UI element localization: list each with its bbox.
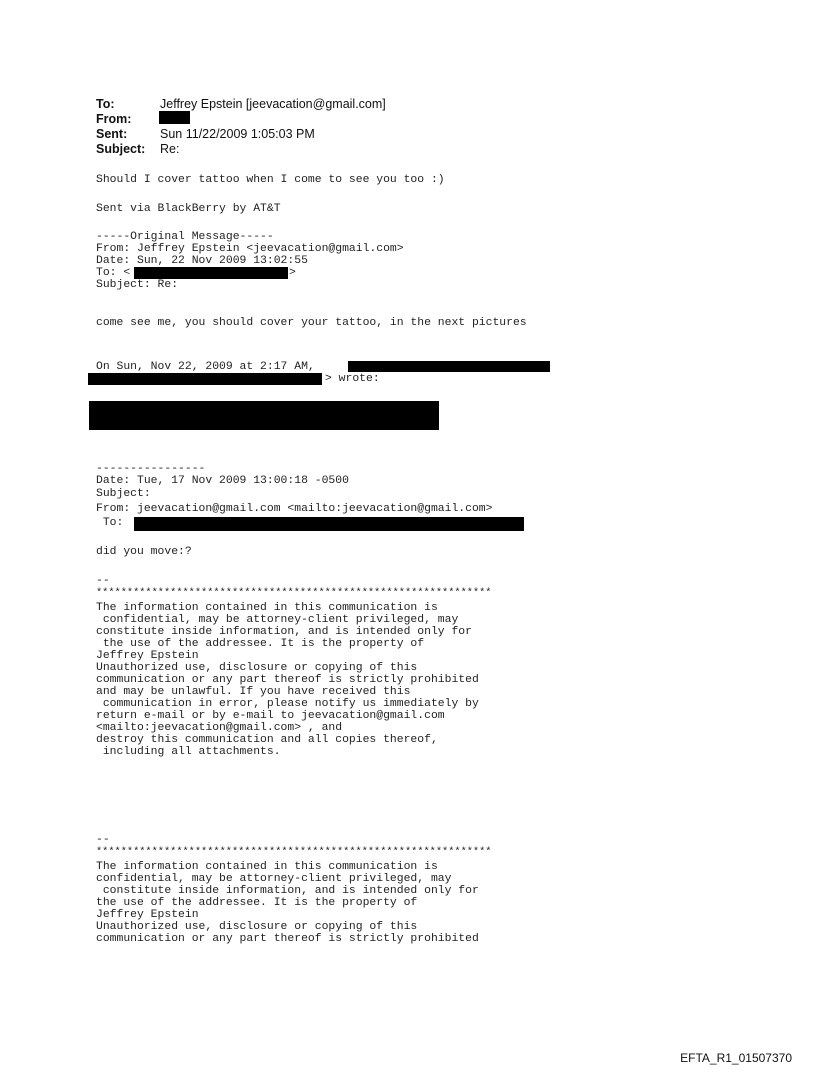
redaction-from <box>159 111 190 124</box>
redaction-quoted-to <box>134 517 524 531</box>
original-from: From: Jeffrey Epstein <jeevacation@gmail.com> <box>96 243 404 255</box>
original-separator: -----Original Message----- <box>96 231 274 243</box>
on-date-line: On Sun, Nov 22, 2009 at 2:17 AM, <box>96 361 315 373</box>
sig-dash-2: -- <box>96 834 110 846</box>
sent-value: Sun 11/22/2009 1:05:03 PM <box>160 127 315 141</box>
original-date: Date: Sun, 22 Nov 2009 13:02:55 <box>96 255 308 267</box>
redaction-quoted-block <box>89 401 439 430</box>
redaction-sender-line2 <box>88 373 322 385</box>
stars-line-2: **************************************************************** <box>96 846 492 858</box>
quoted-to: To: <box>96 517 124 529</box>
sent-label: Sent: <box>96 127 128 141</box>
subject-label: Subject: <box>96 142 146 156</box>
original-text: come see me, you should cover your tattoo, in the next pictures <box>96 317 527 329</box>
document-id: EFTA_R1_01507370 <box>680 1051 792 1065</box>
original-to-close: > <box>289 267 296 279</box>
wrote-text: > wrote: <box>325 373 380 385</box>
to-value: Jeffrey Epstein [jeevacation@gmail.com] <box>160 97 386 111</box>
quoted-date: Date: Tue, 17 Nov 2009 13:00:18 -0500 <box>96 475 349 487</box>
redaction-sender-line1 <box>348 361 550 372</box>
stars-line-1: **************************************************************** <box>96 587 492 599</box>
from-label: From: <box>96 112 132 126</box>
quoted-from: From: jeevacation@gmail.com <mailto:jeevacation@gmail.com> <box>96 503 493 515</box>
original-to-open: To: < <box>96 267 131 279</box>
subject-value: Re: <box>160 142 180 156</box>
quoted-subject: Subject: <box>96 488 151 500</box>
to-label: To: <box>96 97 115 111</box>
redaction-original-to <box>134 267 288 279</box>
disclaimer-1: The information contained in this communication is confidential, may be attorney-client privileged, may constitute inside information, and is intended only for the use of the addressee. It is the property of Jeffrey Epstein Unauthorized use, disclosure or copying of this communication or any part thereof is strictly prohibited and may be unlawful. If you have received this communication in error, please notify us immediately by return e-mail or by e-mail to jeevacation@gmail.com <mailto:jeevacation@gmail.com> , and destroy this communication and all copies thereof, including all attachments. <box>96 602 479 758</box>
reply-text: Should I cover tattoo when I come to see you too :) <box>96 174 445 186</box>
disclaimer-2: The information contained in this communication is confidential, may be attorney-client privileged, may constitute inside information, and is intended only for the use of the addressee. It is the property of Jeffrey Epstein Unauthorized use, disclosure or copying of this communication or any part thereof is strictly prohibited <box>96 861 479 945</box>
sig-dash-1: -- <box>96 575 110 587</box>
dash-separator: ---------------- <box>96 463 206 475</box>
signature: Sent via BlackBerry by AT&T <box>96 203 281 215</box>
quoted-text: did you move:? <box>96 546 192 558</box>
original-subject: Subject: Re: <box>96 279 179 291</box>
